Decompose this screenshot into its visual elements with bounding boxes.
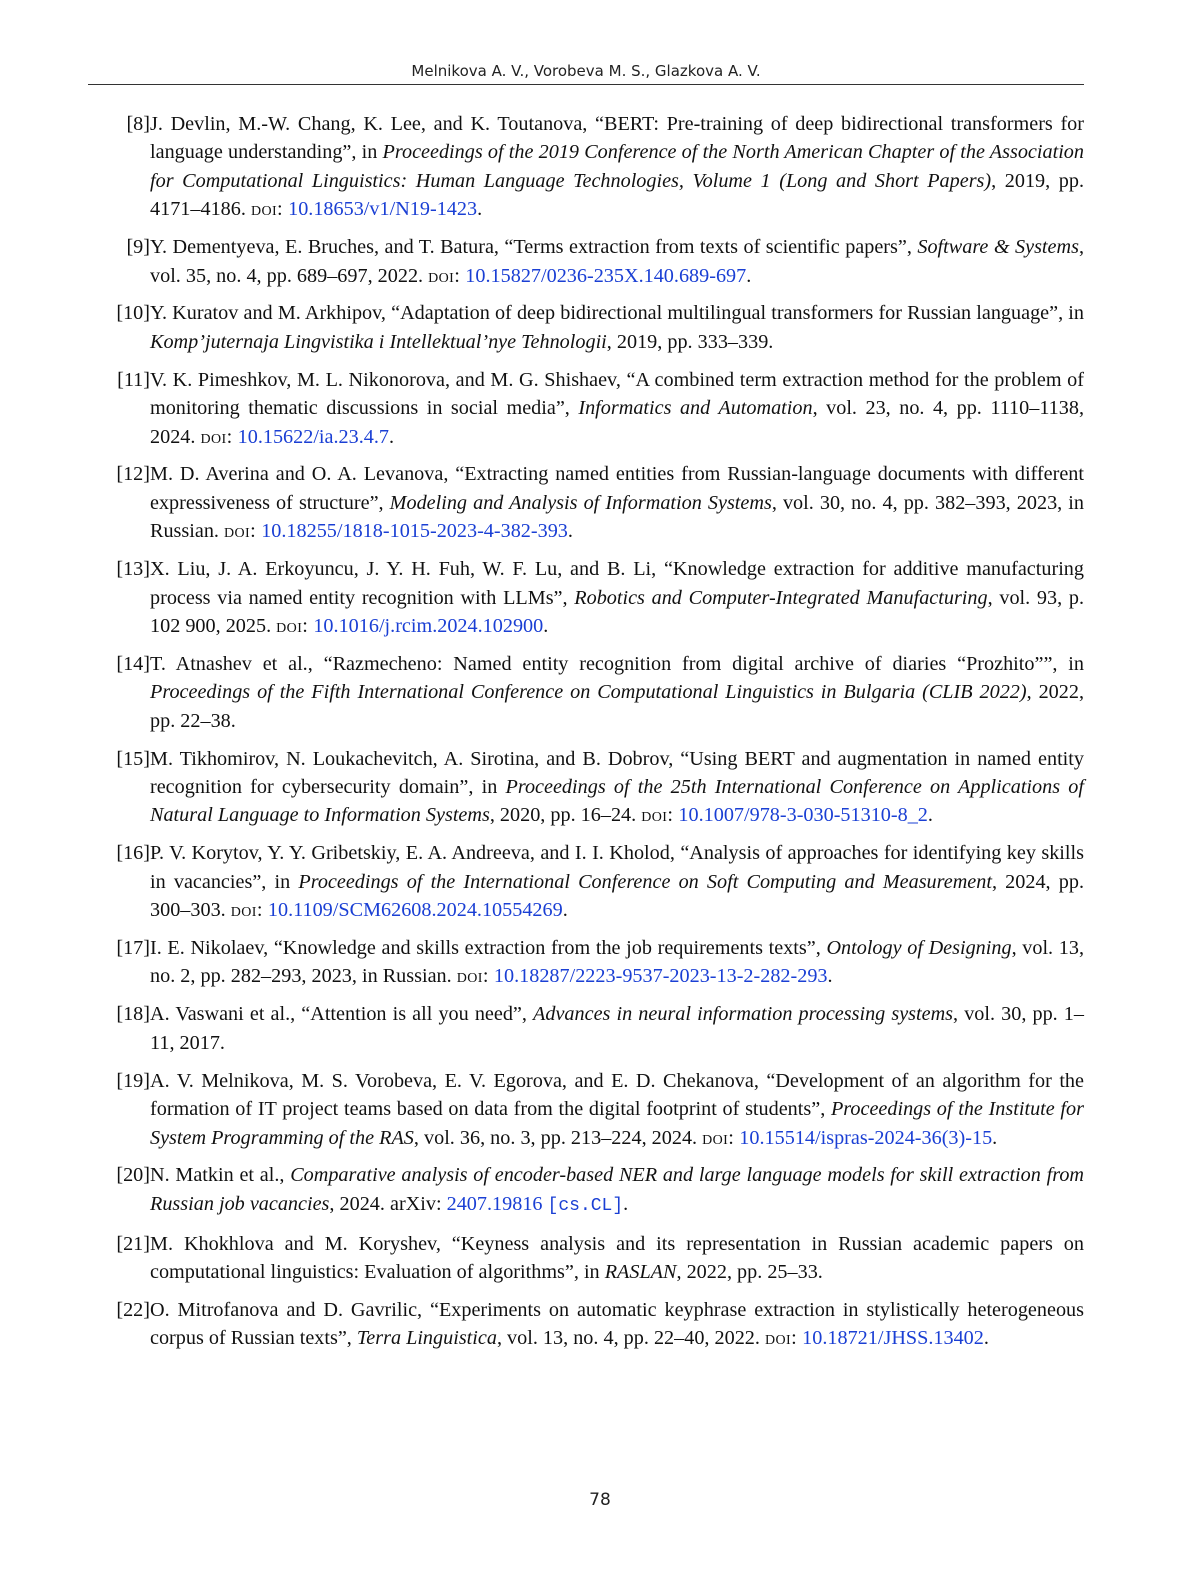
- arxiv-link[interactable]: 2407.19816: [446, 1192, 543, 1215]
- doi-link[interactable]: 10.15622/ia.23.4.7: [237, 425, 390, 448]
- page-number: 78: [589, 1490, 611, 1510]
- reference-number: [17]: [116, 937, 150, 960]
- reference-number: [12]: [116, 463, 150, 486]
- reference-text: A. Vaswani et al., “Attention is all you need”, Advances in neural information processing systems, vol. 30, pp. 1–11, 2017.: [150, 1003, 1084, 1054]
- doi-link[interactable]: 10.1016/j.rcim.2024.102900: [313, 615, 544, 637]
- reference-venue: Proceedings of the 2019 Conference of the North American Chapter of the Association for Computational Linguistics: Human Language Technologies, Volume 1 (Long and Short Papers): [150, 141, 1084, 192]
- doi-label: doi:: [230, 899, 263, 922]
- reference-text: M. D. Averina and O. A. Levanova, “Extracting named entities from Russian-language documents with different expressiveness of structure”, Modeling and Analysis of Information Systems, vol. 30, no. 4, pp. 382–393, 2023, in Russian. doi: 10.18255/1818-1015-2023-4-382-393.: [150, 463, 1084, 543]
- reference-text: O. Mitrofanova and D. Gavrilic, “Experiments on automatic keyphrase extraction in stylistically heterogeneous corpus of Russian texts”, Terra Linguistica, vol. 13, no. 4, pp. 22–40, 2022. doi: 10.18721/JHSS.13402.: [150, 1299, 1084, 1350]
- doi-label: doi:: [702, 1126, 735, 1149]
- reference-item: [88, 745, 1084, 830]
- doi-link[interactable]: 10.15514/ispras-2024-36(3)-15: [739, 1126, 993, 1149]
- reference-item: [88, 1000, 1084, 1057]
- reference-item: [88, 460, 1084, 545]
- doi-link[interactable]: 10.18255/1818-1015-2023-4-382-393: [261, 520, 568, 543]
- reference-text: Y. Kuratov and M. Arkhipov, “Adaptation of deep bidirectional multilingual transformers for Russian language”, in Komp’juternaja Lingvistika i Intellektual’nye Tehnologii, 2019, pp. 333–339.: [150, 302, 1084, 353]
- reference-number: [16]: [116, 842, 150, 865]
- reference-item: [88, 1230, 1084, 1287]
- reference-item: [88, 934, 1084, 991]
- doi-link[interactable]: 10.18287/2223-9537-2023-13-2-282-293: [493, 965, 828, 988]
- reference-item: [88, 1161, 1084, 1220]
- running-header: Melnikova A. V., Vorobeva M. S., Glazkova A. V.: [411, 62, 761, 80]
- reference-venue: Proceedings of the International Conference on Soft Computing and Measurement: [298, 870, 992, 893]
- reference-text: N. Matkin et al., Comparative analysis of encoder-based NER and large language models for skill extraction from Russian job vacancies, 2024. arXiv: 2407.19816 [cs.CL].: [150, 1164, 1084, 1216]
- reference-number: [19]: [116, 1069, 150, 1092]
- reference-number: [13]: [116, 558, 150, 581]
- reference-text: M. Khokhlova and M. Koryshev, “Keyness analysis and its representation in Russian academic papers on computational linguistics: Evaluation of algorithms”, in RASLAN, 2022, pp. 25–33.: [150, 1232, 1084, 1284]
- header-rule: [88, 84, 1084, 85]
- reference-venue: RASLAN: [604, 1261, 677, 1284]
- reference-text: A. V. Melnikova, M. S. Vorobeva, E. V. Egorova, and E. D. Chekanova, “Development of an algorithm for the formation of IT project teams based on data from the digital footprint of students”, Proceedings of the Institute for System Programming of the RAS, vol. 36, no. 3, pp. 213–224, 2024. doi: 10.15514/ispras-2024-36(3)-15.: [150, 1069, 1084, 1149]
- reference-venue: Advances in neural information processing systems: [533, 1003, 954, 1026]
- reference-text: V. K. Pimeshkov, M. L. Nikonorova, and M. G. Shishaev, “A combined term extraction method for the problem of monitoring thematic discussions in social media”, Informatics and Automation, vol. 23, no. 4, pp. 1110–1138, 2024. doi: 10.15622/ia.23.4.7.: [150, 368, 1084, 448]
- doi-link[interactable]: 10.18721/JHSS.13402: [802, 1327, 984, 1350]
- doi-label: doi:: [200, 425, 233, 448]
- reference-item: [88, 555, 1084, 640]
- reference-venue: Ontology of Designing: [826, 937, 1012, 960]
- doi-link[interactable]: 10.1109/SCM62608.2024.10554269: [267, 899, 563, 922]
- reference-item: [88, 1067, 1084, 1152]
- doi-label: doi:: [250, 198, 284, 221]
- reference-venue: Modeling and Analysis of Information Systems: [389, 491, 772, 514]
- reference-text: I. E. Nikolaev, “Knowledge and skills extraction from the job requirements texts”, Ontology of Designing, vol. 13, no. 2, pp. 282–293, 2023, in Russian. doi: 10.18287/2223-9537-2023-13-2-282-293.: [150, 937, 1084, 988]
- reference-item: [88, 233, 1084, 290]
- reference-number: [11]: [117, 368, 150, 391]
- reference-item: [88, 1296, 1084, 1353]
- reference-number: [15]: [116, 747, 150, 770]
- doi-label: doi:: [224, 520, 257, 543]
- doi-label: doi:: [765, 1327, 798, 1350]
- reference-number: [18]: [116, 1003, 150, 1026]
- reference-text: M. Tikhomirov, N. Loukachevitch, A. Sirotina, and B. Dobrov, “Using BERT and augmentation in named entity recognition for cybersecurity domain”, in Proceedings of the 25th International Conference on Applications of Natural Language to Information Systems, 2020, pp. 16–24. doi: 10.1007/978-3-030-51310-8_2.: [150, 747, 1084, 827]
- reference-list: [88, 110, 1084, 1362]
- reference-item: [88, 299, 1084, 356]
- reference-venue: Komp’juternaja Lingvistika i Intellektual’nye Tehnologii: [150, 330, 607, 353]
- reference-venue: Proceedings of the 25th International Conference on Applications of Natural Language to Information Systems: [150, 776, 1084, 827]
- reference-venue: Robotics and Computer-Integrated Manufacturing: [574, 586, 988, 609]
- reference-number: [21]: [116, 1232, 150, 1255]
- arxiv-class: [cs.CL]: [547, 1195, 624, 1216]
- reference-number: [22]: [116, 1299, 150, 1322]
- reference-text: J. Devlin, M.-W. Chang, K. Lee, and K. Toutanova, “BERT: Pre-training of deep bidirectional transformers for language understanding”, in Proceedings of the 2019 Conference of the North American Chapter of the Association for Computational Linguistics: Human Language Technologies, Volume 1 (Long and Short Papers), 2019, pp. 4171–4186. doi: 10.18653/v1/N19-1423.: [150, 113, 1085, 221]
- doi-label: doi:: [428, 264, 461, 287]
- reference-text: Y. Dementyeva, E. Bruches, and T. Batura, “Terms extraction from texts of scientific papers”, Software & Systems, vol. 35, no. 4, pp. 689–697, 2022. doi: 10.15827/0236-235X.140.689-697.: [150, 236, 1084, 287]
- reference-text: T. Atnashev et al., “Razmecheno: Named entity recognition from digital archive of diaries “Prozhito””, in Proceedings of the Fifth International Conference on Computational Linguistics in Bulgaria (CLIB 2022), 2022, pp. 22–38.: [150, 652, 1084, 732]
- reference-item: [88, 366, 1084, 451]
- reference-item: [88, 650, 1084, 735]
- reference-text: X. Liu, J. A. Erkoyuncu, J. Y. H. Fuh, W. F. Lu, and B. Li, “Knowledge extraction for additive manufacturing process via named entity recognition with LLMs”, Robotics and Computer-Integrated Manufacturing, vol. 93, p. 102 900, 2025. doi: 10.1016/j.rcim.2024.102900.: [150, 558, 1085, 637]
- reference-number: [10]: [116, 302, 150, 325]
- reference-item: [88, 110, 1084, 224]
- doi-link[interactable]: 10.1007/978-3-030-51310-8_2: [678, 804, 928, 827]
- reference-text: P. V. Korytov, Y. Y. Gribetskiy, E. A. Andreeva, and I. I. Kholod, “Analysis of approaches for identifying key skills in vacancies”, in Proceedings of the International Conference on Soft Computing and Measurement, 2024, pp. 300–303. doi: 10.1109/SCM62608.2024.10554269.: [150, 842, 1085, 922]
- reference-venue: Comparative analysis of encoder-based NER and large language models for skill extraction from Russian job vacancies: [150, 1164, 1084, 1215]
- reference-number: [9]: [126, 236, 150, 259]
- reference-venue: Informatics and Automation: [578, 397, 813, 420]
- doi-label: doi:: [276, 615, 309, 637]
- doi-label: doi:: [456, 965, 489, 988]
- doi-link[interactable]: 10.15827/0236-235X.140.689-697: [465, 264, 747, 287]
- reference-venue: Proceedings of the Institute for System Programming of the RAS: [150, 1098, 1084, 1149]
- reference-venue: Proceedings of the Fifth International Conference on Computational Linguistics in Bulgaria (CLIB 2022): [150, 681, 1027, 704]
- reference-number: [8]: [126, 113, 150, 135]
- doi-label: doi:: [641, 804, 674, 827]
- reference-number: [20]: [116, 1164, 150, 1187]
- reference-venue: Terra Linguistica: [356, 1327, 497, 1350]
- reference-number: [14]: [116, 652, 150, 675]
- reference-item: [88, 839, 1084, 924]
- reference-venue: Software & Systems: [917, 236, 1079, 259]
- doi-link[interactable]: 10.18653/v1/N19-1423: [288, 198, 478, 221]
